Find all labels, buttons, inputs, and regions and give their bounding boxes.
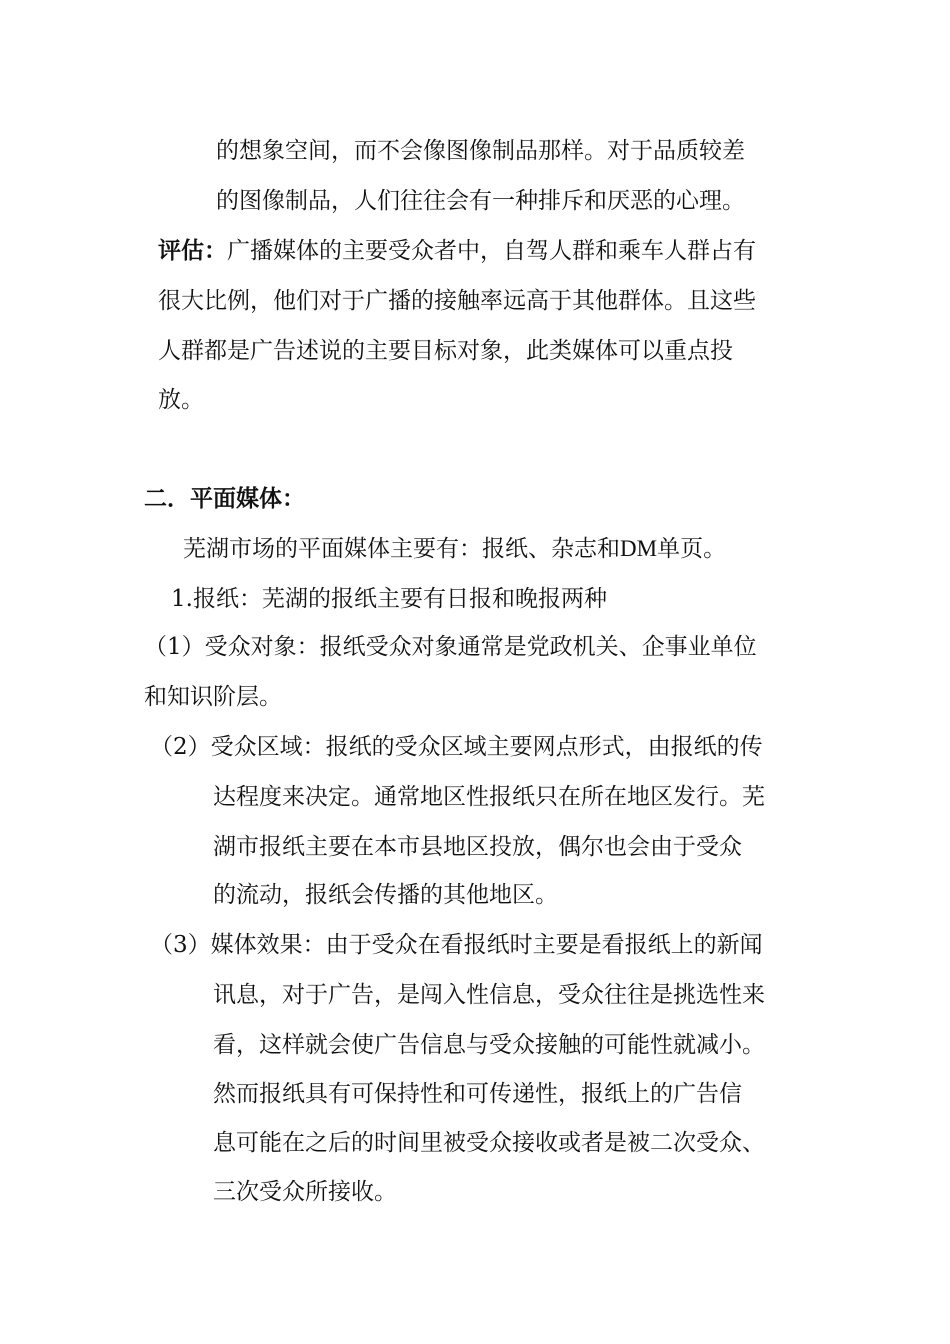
sub3-line-5: 息可能在之后的时间里被受众接收或者是被二次受众、 [213, 1130, 765, 1156]
sub1-line-1: （1）受众对象：报纸受众对象通常是党政机关、企事业单位 [144, 634, 757, 660]
sub2-line-2: 达程度来决定。通常地区性报纸只在所在地区发行。芜 [213, 784, 765, 810]
intro-line-2: 的图像制品，人们往往会有一种排斥和厌恶的心理。 [216, 188, 745, 214]
evaluation-line-3: 人群都是广告述说的主要目标对象，此类媒体可以重点投 [158, 338, 733, 364]
sub2-line-1: （2）受众区域：报纸的受众区域主要网点形式，由报纸的传 [150, 734, 763, 760]
intro-line-1: 的想象空间，而不会像图像制品那样。对于品质较差 [216, 138, 745, 164]
sub3-line-2: 讯息，对于广告，是闯入性信息，受众往往是挑选性来 [213, 982, 765, 1008]
sub3-line-6: 三次受众所接收。 [213, 1179, 397, 1205]
section-intro-pre: 芜湖市场的平面媒体主要有：报纸、杂志和 [183, 536, 620, 562]
section-intro-dm: DM [620, 536, 658, 561]
section-heading: 二．平面媒体： [144, 485, 305, 512]
item-1-heading: 1.报纸：芜湖的报纸主要有日报和晚报两种 [171, 586, 607, 612]
sub3-line-4: 然而报纸具有可保持性和可传递性，报纸上的广告信 [213, 1081, 742, 1107]
evaluation-label: 评估： [158, 237, 227, 264]
sub2-line-4: 的流动，报纸会传播的其他地区。 [213, 882, 558, 908]
sub3-line-3: 看，这样就会使广告信息与受众接触的可能性就减小。 [213, 1032, 765, 1058]
sub3-line-1: （3）媒体效果：由于受众在看报纸时主要是看报纸上的新闻 [150, 932, 763, 958]
sub1-line-2: 和知识阶层。 [144, 684, 282, 710]
section-intro [183, 524, 726, 574]
evaluation-line-1 [158, 226, 756, 276]
section-intro-post: 单页。 [657, 536, 727, 562]
evaluation-line-4: 放。 [158, 387, 204, 413]
evaluation-text-1: 广播媒体的主要受众者中，自驾人群和乘车人群占有 [227, 238, 756, 264]
sub2-line-3: 湖市报纸主要在本市县地区投放，偶尔也会由于受众 [213, 834, 742, 860]
evaluation-line-2: 很大比例，他们对于广播的接触率远高于其他群体。且这些 [158, 288, 756, 314]
